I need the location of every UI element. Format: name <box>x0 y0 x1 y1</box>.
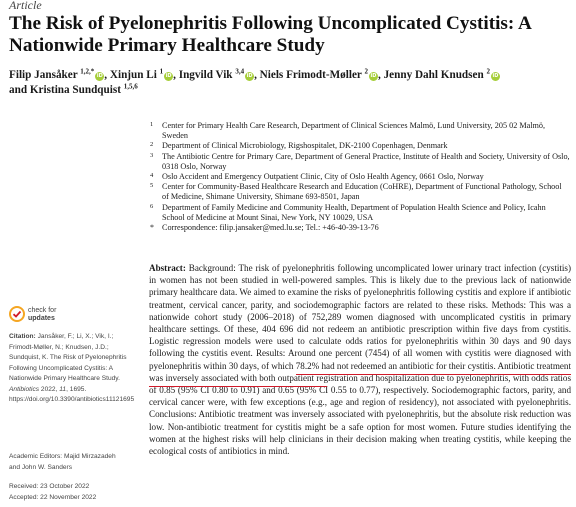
author-separator: , <box>173 69 179 81</box>
author-affil-sup: 1,5,6 <box>123 82 138 91</box>
affiliation-list <box>150 121 570 233</box>
highlight-underline <box>296 374 571 375</box>
affiliation-text: Center for Community-Based Healthcare Research and Education (CoHRE), Department of Functional Pathology, School of Medicine, Shimane University, Shimane 693-8501, Japan <box>162 182 562 202</box>
editors-label: Academic Editors: Majid Mirzazadeh <box>9 453 116 460</box>
affiliation-number: 6 <box>150 202 154 210</box>
affiliation-text: Department of Clinical Microbiology, Rigshospitalet, DK-2100 Copenhagen, Denmark <box>162 141 448 151</box>
correspondence <box>150 223 570 233</box>
academic-editors <box>9 452 139 473</box>
received-date: Received: 23 October 2022 <box>9 483 90 490</box>
abstract <box>149 262 571 457</box>
author-6[interactable] <box>9 84 138 96</box>
orcid-icon[interactable]: iD <box>370 73 377 79</box>
citation-doi[interactable]: 1695. https://doi.org/10.3390/antibiotics11121695 <box>9 385 135 403</box>
citation-label: Citation: <box>9 333 36 340</box>
citation-block: Citation: Jansåker, F.; Li, X.; Vik, I.; Frimodt-Møller, N.; Knudsen, J.D.; Sundquist, K. The Risk of Pyelonephritis Following Uncomplicated Cystitis: A Nationwide Primary Healthcare Study. Antibiotics 2022, 11, 1695. https://doi.org/10.3390/antibiotics11121695 <box>9 333 135 403</box>
affiliation-number: 4 <box>150 172 154 180</box>
affiliation-item <box>150 121 570 141</box>
citation-volume: 11 <box>59 385 67 393</box>
orcid-icon[interactable]: iD <box>96 73 103 79</box>
article-title: The Risk of Pyelonephritis Following Uncomplicated Cystitis: A Nationwide Primary Healthcare Study <box>9 13 531 56</box>
article-dates <box>9 482 139 503</box>
affiliation-number: 5 <box>150 182 154 190</box>
abstract-highlight: Results: Around one percent (7454) of all women with cystitis were diagnosed with pyelonephritis within 30 days, <box>149 348 571 371</box>
affiliation-text: Oslo Accident and Emergency Outpatient Clinic, City of Oslo Health Agency, 0661 Oslo, Norway <box>162 172 484 182</box>
author-separator: , <box>377 69 384 81</box>
citation-year: 2022 <box>40 385 56 393</box>
correspondence-mark: * <box>150 223 154 233</box>
editors-names: and John W. Sanders <box>9 463 73 471</box>
affiliation-number: 1 <box>150 121 154 128</box>
author-3[interactable] <box>179 69 260 81</box>
highlight-underline <box>149 386 327 387</box>
author-5[interactable] <box>384 69 500 81</box>
author-name: and Kristina Sundquist <box>9 84 121 96</box>
author-name: Niels Frimodt-Møller <box>259 69 362 81</box>
citation-journal: Antibiotics <box>9 385 40 393</box>
abstract-text-2: of which 78.2% had not redeemed an antibiotic for their cystitis. Antibiotic treatment was inversely associated with both outpatient registration and hospitalization due to pyelonephritis, with odds ratios of 0.85 (95% CI 0.80 to 0.91) and 0.65 (95% CI 0.55 to 0.77), respectively. Sociodemographic factors, parity, and cervical cancer were, with few exceptions (e.g., age and region of residency), not associated with pyelonephritis. Conclusions: Antibiotic treatment was inversely associated with pyelonephritis, but the absolute risk reduction was low. Non-antibiotic treatment for cystitis might be a safe option for most women. Future studies identifying the women at the highest risks will help clinicians in their decision making when treating cystitis, while keeping the ecological costs of antibiotics in mind. <box>149 360 572 457</box>
updates-line-1: check for <box>28 307 57 314</box>
affiliation-item <box>150 182 570 202</box>
check-for-updates-text <box>28 307 56 323</box>
updates-line-2: updates <box>28 315 55 322</box>
orcid-icon[interactable]: iD <box>165 73 172 79</box>
author-2[interactable] <box>110 69 179 81</box>
author-affil-sup: 1,2,* <box>80 67 95 76</box>
author-name: Ingvild Vik <box>178 69 233 81</box>
correspondence-text[interactable]: Correspondence: filip.jansaker@med.lu.se; Tel.: +46-40-39-13-76 <box>162 223 379 233</box>
author-affil-sup: 2 <box>364 67 368 76</box>
abstract-text-1: Background: The risk of pyelonephritis following uncomplicated lower urinary tract infection (cystitis) in women has not been studied in well-powered samples. This is likely due to the previous lack of nationwide primary healthcare data. We aimed to examine the risks of pyelonephritis following cystitis and explore if antibiotic treatment, cervical cancer, parity, and sociodemographic factors are related to these risks. Methods: This was a nationwide cohort study (2006–2018) of 752,289 women diagnosed with uncomplicated cystitis in primary healthcare settings. Of these, 404 696 did not redeem an antibiotic prescription within five days from cystitis. Logistic regression models were used to calculate odds ratios for pyelonephritis within 30 days and 90 days following the cystitis event. <box>149 263 571 359</box>
citation-text: Jansåker, F.; Li, X.; Vik, I.; Frimodt-Møller, N.; Knudsen, J.D.; Sundquist, K. The Risk of Pyelonephritis Following Uncomplicated Cystitis: A Nationwide Primary Healthcare Study. <box>9 333 127 382</box>
author-list <box>9 68 569 98</box>
author-affil-sup: 1 <box>159 67 164 76</box>
article-type-label: Article <box>9 0 42 12</box>
affiliation-text: Department of Family Medicine and Community Health, Department of Population Health Science and Policy, Icahn School of Medicine at Mount Sinai, New York, NY 10029, USA <box>162 202 546 222</box>
author-affil-sup: 3,4 <box>235 67 245 76</box>
affiliation-number: 2 <box>150 141 154 149</box>
abstract-label: Abstract: <box>149 263 186 273</box>
affiliation-item <box>150 203 570 223</box>
author-1[interactable] <box>9 69 110 81</box>
accepted-date: Accepted: 22 November 2022 <box>9 493 97 501</box>
check-for-updates-badge[interactable] <box>9 304 69 326</box>
author-name: Filip Jansåker <box>9 69 78 81</box>
orcid-icon[interactable]: iD <box>246 73 253 79</box>
affiliation-item <box>150 172 570 182</box>
check-for-updates-icon <box>9 306 25 322</box>
orcid-icon[interactable]: iD <box>492 73 499 79</box>
author-name: Jenny Dahl Knudsen <box>383 69 484 81</box>
affiliation-text: The Antibiotic Centre for Primary Care, Department of General Practice, Institute of Health and Society, University of Oslo, 0318 Oslo, Norway <box>162 151 570 171</box>
affiliation-text: Center for Primary Health Care Research, Department of Clinical Sciences Malmö, Lund University, 205 02 Malmö, Sweden <box>162 121 546 141</box>
author-separator: , <box>104 69 110 81</box>
affiliation-number: 3 <box>150 151 154 159</box>
affiliation-item <box>150 152 570 172</box>
author-separator: , <box>254 69 260 81</box>
author-affil-sup: 2 <box>486 67 490 76</box>
author-4[interactable] <box>260 69 384 81</box>
affiliation-item <box>150 141 570 151</box>
author-name: Xinjun Li <box>109 69 157 81</box>
